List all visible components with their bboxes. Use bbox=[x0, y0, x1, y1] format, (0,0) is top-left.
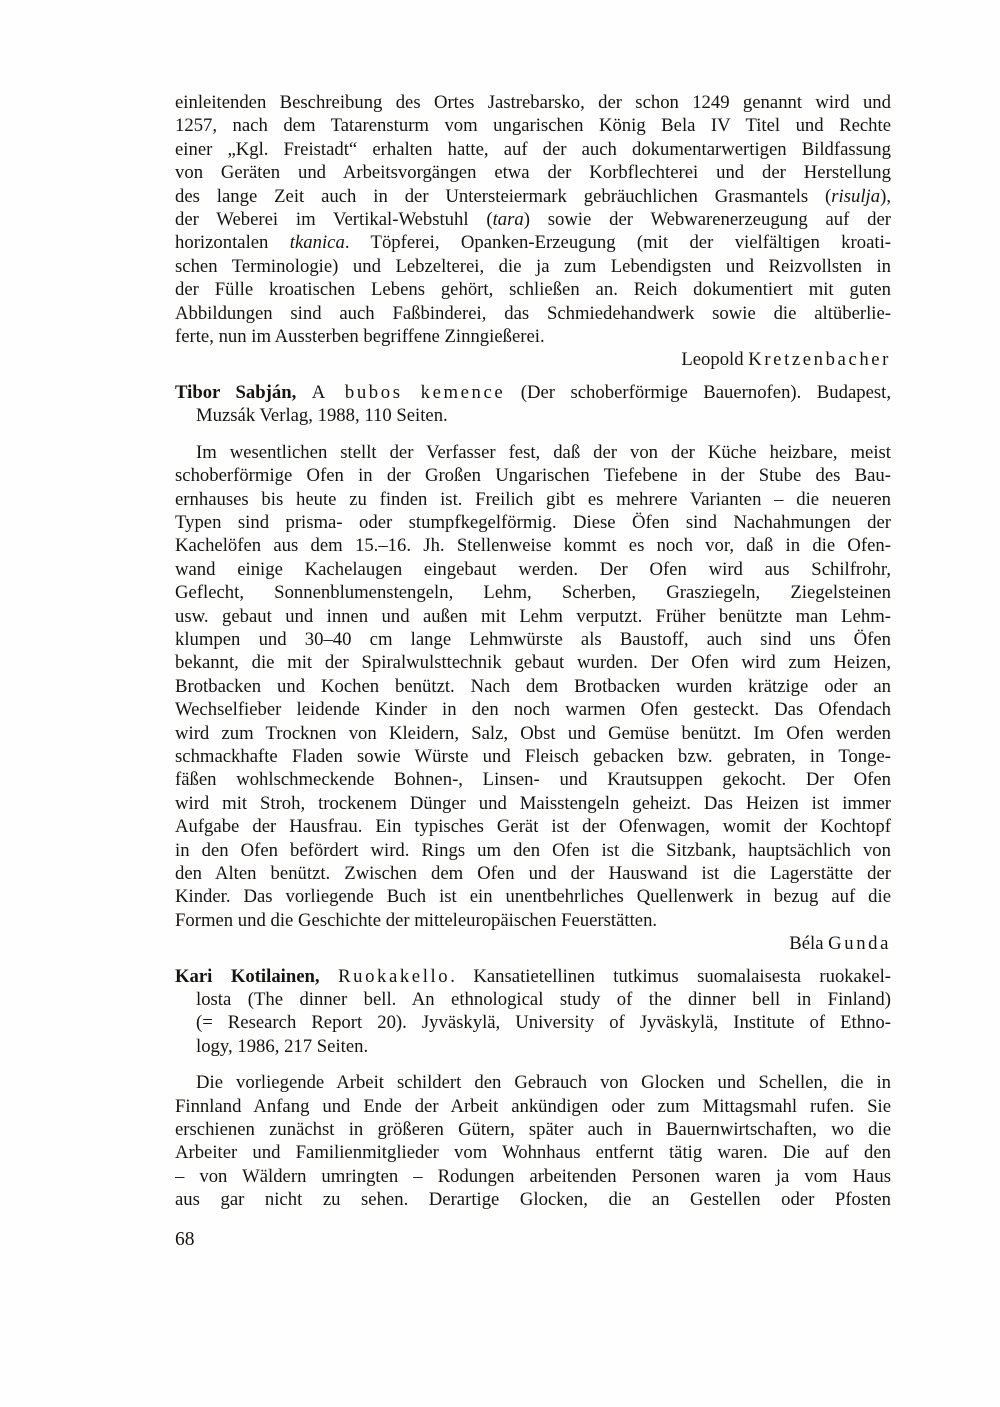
text-segment: . Töpferei, Opanken-Erzeugung (mit der vielfältigen kroati- bbox=[344, 232, 891, 254]
italic-term: risulja bbox=[831, 185, 881, 207]
text-segment: in den Ofen befördert wird. Rings um den Ofen ist die Sitzbank, hauptsächlich von bbox=[175, 839, 891, 861]
text-segment bbox=[320, 966, 338, 987]
text-line bbox=[175, 302, 891, 325]
text-line bbox=[175, 651, 891, 674]
text-line bbox=[175, 1035, 891, 1058]
text-line bbox=[175, 722, 891, 745]
review-1-signature bbox=[175, 348, 891, 371]
spaced-title: Kretzenbacher bbox=[748, 349, 891, 371]
text-segment: von Geräten und Arbeitsvorgängen etwa der Korbflechterei und der Herstellung bbox=[175, 162, 891, 184]
text-segment: ernhauses bis heute zu finden ist. Freilich gibt es mehrere Varianten – die neueren bbox=[175, 488, 891, 510]
text-line bbox=[175, 325, 891, 348]
text-segment: . Kansatietellinen tutkimus suomalaisesta ruokakel- bbox=[450, 965, 891, 987]
text-line bbox=[175, 114, 891, 137]
text-segment: schen Terminologie) und Lebzelterei, die ja zum Lebendigsten und Reizvollsten in bbox=[175, 255, 891, 277]
text-segment: Geflecht, Sonnenblumenstengeln, Lehm, Scherben, Grasziegeln, Ziegelsteinen bbox=[175, 582, 891, 604]
text-segment: Finnland Anfang und Ende der Arbeit ankündigen oder zum Mittagsmahl rufen. Sie bbox=[175, 1095, 891, 1117]
text-line bbox=[175, 185, 891, 208]
spaced-title: Ruokakello bbox=[338, 965, 451, 987]
text-line bbox=[175, 1011, 891, 1034]
text-line bbox=[175, 91, 891, 114]
text-segment: aus gar nicht zu sehen. Derartige Glocken, die an Gestellen oder Pfosten bbox=[175, 1189, 891, 1211]
text-segment: – von Wäldern umringten – Rodungen arbeitenden Personen waren ja vom Haus bbox=[175, 1165, 891, 1187]
text-segment: Aufgabe der Hausfrau. Ein typisches Gerät ist der Ofenwagen, womit der Kochtopf bbox=[175, 816, 891, 838]
text-segment: Kinder. Das vorliegende Buch ist ein unentbehrliches Quellenwerk in bezug auf die bbox=[175, 886, 891, 908]
italic-term: tkanica bbox=[289, 232, 345, 254]
text-segment: (Der schoberförmige Bauernofen). Budapest, bbox=[505, 381, 892, 403]
bib-entry-kotilainen bbox=[175, 965, 891, 1059]
text-line bbox=[175, 839, 891, 862]
text-segment: einleitenden Beschreibung des Ortes Jastrebarsko, der schon 1249 genannt wird und bbox=[175, 92, 891, 113]
text-segment: logy, 1986, 217 Seiten. bbox=[196, 1035, 369, 1057]
author-name: Kari Kotilainen, bbox=[175, 965, 320, 987]
text-segment: bekannt, die mit der Spiralwulsttechnik gebaut wurden. Der Ofen wird zum Heizen, bbox=[175, 652, 891, 674]
text-segment: usw. gebaut und innen und außen mit Lehm verputzt. Früher benützte man Lehm- bbox=[175, 605, 891, 627]
text-segment: den Alten benützt. Zwischen dem Ofen und der Hauswand ist die Lagerstätte der bbox=[175, 863, 891, 884]
text-line bbox=[175, 965, 891, 988]
text-segment: der Fülle kroatischen Lebens gehört, schließen an. Reich dokumentiert mit guten bbox=[175, 279, 891, 301]
text-line bbox=[175, 675, 891, 698]
text-line bbox=[175, 1165, 891, 1188]
text-segment: Béla bbox=[789, 933, 829, 955]
text-line bbox=[175, 255, 891, 278]
text-segment: fäßen wohlschmeckende Bohnen-, Linsen- und Krautsuppen gekocht. Der Ofen bbox=[175, 769, 891, 791]
text-line bbox=[175, 862, 891, 885]
text-segment: Wechselfieber leidende Kinder in den noch warmen Ofen gesteckt. Das Ofendach bbox=[175, 699, 891, 721]
text-line bbox=[175, 988, 891, 1011]
text-line bbox=[175, 792, 891, 815]
text-block bbox=[175, 91, 891, 1212]
review-2-body bbox=[175, 441, 891, 933]
text-line bbox=[175, 464, 891, 487]
author-name: Tibor Sabján, bbox=[175, 381, 297, 403]
text-line bbox=[175, 581, 891, 604]
text-segment: Formen und die Geschichte der mitteleuropäischen Feuerstätten. bbox=[175, 909, 658, 931]
review-1-continuation bbox=[175, 91, 891, 348]
review-2-signature bbox=[175, 932, 891, 955]
text-line bbox=[175, 909, 891, 932]
text-line bbox=[175, 381, 891, 404]
text-segment bbox=[296, 382, 312, 403]
spaced-title: Gunda bbox=[828, 933, 891, 955]
bib-entry-sabjan bbox=[175, 381, 891, 428]
text-segment: ) sowie der Webwarenerzeugung auf der bbox=[523, 209, 891, 231]
text-line bbox=[175, 628, 891, 651]
text-line bbox=[175, 1188, 891, 1211]
text-segment: 1257, nach dem Tatarensturm vom ungarischen König Bela IV Titel und Rechte bbox=[175, 115, 891, 137]
text-segment: Kachelöfen aus dem 15.–16. Jh. Stellenweise kommt es noch vor, daß in die Ofen- bbox=[175, 535, 891, 557]
text-line bbox=[175, 932, 891, 955]
text-line bbox=[175, 768, 891, 791]
spaced-title: A bubos kemence bbox=[311, 381, 506, 403]
text-segment: erschienen zunächst in größeren Gütern, später auch in Bauernwirtschaften, wo die bbox=[175, 1119, 891, 1141]
text-line bbox=[175, 1118, 891, 1141]
text-line bbox=[175, 1141, 891, 1164]
text-line bbox=[175, 745, 891, 768]
italic-term: tara bbox=[492, 209, 524, 231]
text-segment: (= Research Report 20). Jyväskylä, University of Jyväskylä, Institute of Ethno- bbox=[196, 1012, 891, 1034]
text-segment: des lange Zeit auch in der Untersteiermark gebräuchlichen Grasmantels ( bbox=[175, 185, 832, 207]
text-line bbox=[175, 161, 891, 184]
text-segment: Abbildungen sind auch Faßbinderei, das Schmiedehandwerk sowie die altüberlie- bbox=[175, 302, 891, 324]
text-line bbox=[175, 138, 891, 161]
text-segment: losta (The dinner bell. An ethnological study of the dinner bell in Finland) bbox=[196, 989, 891, 1011]
text-segment: Muzsák Verlag, 1988, 110 Seiten. bbox=[196, 405, 448, 427]
text-segment: Typen sind prisma- oder stumpfkegelförmig. Diese Öfen sind Nachahmungen der bbox=[175, 511, 891, 533]
text-segment: Die vorliegende Arbeit schildert den Gebrauch von Glocken und Schellen, die in bbox=[196, 1072, 891, 1094]
text-line bbox=[175, 208, 891, 231]
text-segment: der Weberei im Vertikal-Webstuhl ( bbox=[175, 209, 493, 231]
text-line bbox=[175, 231, 891, 254]
text-segment: Leopold bbox=[681, 349, 749, 371]
text-line bbox=[175, 1095, 891, 1118]
text-segment: ferte, nun im Aussterben begriffene Zinngießerei. bbox=[175, 326, 545, 348]
text-segment: wird mit Stroh, trockenem Dünger und Maisstengeln geheizt. Das Heizen ist immer bbox=[175, 792, 891, 814]
text-segment: wand einige Kachelaugen eingebaut werden. Der Ofen wird aus Schilfrohr, bbox=[175, 558, 891, 580]
review-3-body bbox=[175, 1071, 891, 1211]
text-line bbox=[175, 698, 891, 721]
text-segment: klumpen und 30–40 cm lange Lehmwürste als Baustoff, auch sind uns Öfen bbox=[175, 628, 891, 650]
text-segment: Brotbacken und Kochen benützt. Nach dem Brotbacken wurden krätzige oder an bbox=[175, 675, 891, 697]
text-segment: horizontalen bbox=[175, 232, 290, 254]
page-number: 68 bbox=[175, 1229, 195, 1250]
text-line bbox=[175, 441, 891, 464]
text-line bbox=[175, 404, 891, 427]
text-line bbox=[175, 511, 891, 534]
text-line bbox=[175, 558, 891, 581]
text-line bbox=[175, 278, 891, 301]
text-line bbox=[175, 885, 891, 908]
text-line bbox=[175, 1071, 891, 1094]
text-segment: Im wesentlichen stellt der Verfasser fest, daß der von der Küche heizbare, meist bbox=[196, 441, 891, 463]
text-segment: einer „Kgl. Freistadt“ erhalten hatte, auf der auch dokumentarwertigen Bildfassung bbox=[175, 138, 891, 160]
text-segment: ), bbox=[880, 185, 891, 207]
text-line bbox=[175, 605, 891, 628]
text-segment: Arbeiter und Familienmitglieder vom Wohnhaus entfernt tätig waren. Die auf den bbox=[175, 1142, 891, 1164]
text-line bbox=[175, 534, 891, 557]
text-segment: schoberförmige Ofen in der Großen Ungarischen Tiefebene in der Stube des Bau- bbox=[175, 465, 891, 487]
text-line bbox=[175, 815, 891, 838]
text-segment: schmackhafte Fladen sowie Würste und Fleisch gebacken bzw. gebraten, in Tonge- bbox=[175, 745, 891, 767]
text-segment: wird zum Trocknen von Kleidern, Salz, Obst und Gemüse benützt. Im Ofen werden bbox=[175, 722, 891, 744]
text-line bbox=[175, 488, 891, 511]
text-line bbox=[175, 348, 891, 371]
